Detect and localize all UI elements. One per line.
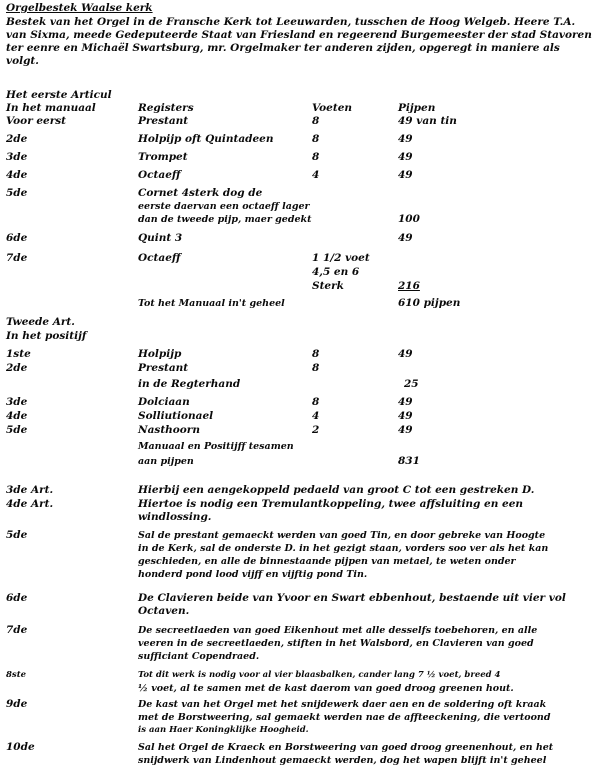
register-pijpen: 100 — [398, 213, 420, 225]
article-number: 8ste — [6, 670, 27, 680]
register-voeten: 8 — [312, 133, 320, 145]
register-name: Solliutionael — [138, 410, 214, 422]
article-text: veeren in de secreetlaeden, stiften in het Walsbord, en Clavieren van goed — [138, 638, 534, 649]
register-pijpen: 49 — [398, 151, 413, 163]
register-voeten: 8 — [312, 115, 320, 127]
register-voeten: Sterk — [312, 280, 344, 292]
register-name: Nasthoorn — [138, 424, 200, 436]
article-text: geschieden, en alle de binnestaande pijpen van metael, te weten onder — [138, 556, 516, 567]
col-header-pijpen: Pijpen — [398, 102, 436, 114]
register-voeten: 8 — [312, 362, 320, 374]
article-text: Octaven. — [138, 605, 190, 617]
art2-total-value: 831 — [398, 455, 420, 467]
col-header-registers: Registers — [138, 102, 194, 114]
article-number: 9de — [6, 698, 28, 710]
row-number: 1ste — [6, 348, 31, 360]
article-text: Hiertoe is nodig een Tremulantkoppeling, twee affsluiting en een — [138, 498, 524, 510]
register-name: Holpijp oft Quintadeen — [138, 133, 274, 145]
row-number: 6de — [6, 232, 28, 244]
register-voeten: 1 1/2 voet — [312, 252, 370, 264]
article-text: De secreetlaeden van goed Eikenhout met alle desselfs toebehoren, en alle — [138, 625, 538, 636]
art1-total-value: 610 pijpen — [398, 297, 461, 309]
register-voeten: 4,5 en 6 — [312, 266, 360, 278]
row-number: 2de — [6, 362, 28, 374]
register-name: Prestant — [138, 115, 189, 127]
register-pijpen: 49 — [398, 232, 413, 244]
register-name: Cornet 4sterk dog de — [138, 187, 263, 199]
intro-line: van Sixma, meede Gedeputeerde Staat van Friesland en regeerend Burgemeester der stad Stavoren — [6, 29, 592, 41]
row-number: 3de — [6, 151, 28, 163]
article-text: is aan Haer Koningklijke Hoogheid. — [138, 725, 309, 735]
register-pijpen: 49 — [398, 396, 413, 408]
article-text: snijdwerk van Lindenhout gemaeckt werden, dog het wapen blijft in't geheel — [138, 755, 547, 766]
register-note: dan de tweede pijp, maer gedekt — [138, 214, 312, 225]
register-voeten: 8 — [312, 348, 320, 360]
register-name: Holpijp — [138, 348, 182, 360]
article-number: 3de Art. — [6, 484, 54, 496]
art2-heading: Tweede Art. — [6, 316, 75, 328]
art2-total-label: Manuaal en Positijff tesamen — [138, 441, 294, 452]
art2-subheading: In het positijf — [6, 330, 87, 342]
article-number: 4de Art. — [6, 498, 54, 510]
register-pijpen: 49 — [398, 410, 413, 422]
register-name: Octaeff — [138, 169, 181, 181]
article-number: 7de — [6, 624, 28, 636]
row-number: 3de — [6, 396, 28, 408]
article-text: Sal de prestant gemaeckt werden van goed Tin, en door gebreke van Hoogte — [138, 530, 546, 541]
art2-total-label: aan pijpen — [138, 456, 194, 467]
row-number: 2de — [6, 133, 28, 145]
register-pijpen: 49 van tin — [398, 115, 457, 127]
register-name: Prestant — [138, 362, 189, 374]
article-text: Hierbij een aengekoppeld pedaeld van groot C tot een gestreken D. — [138, 484, 535, 496]
register-name: Dolciaan — [138, 396, 190, 408]
register-pijpen: 216 — [398, 280, 420, 292]
row-number: Voor eerst — [6, 115, 67, 127]
article-text: De Clavieren beide van Yvoor en Swart ebbenhout, bestaende uit vier vol — [138, 592, 566, 604]
article-number: 6de — [6, 592, 28, 604]
row-number: 4de — [6, 410, 28, 422]
article-text: De kast van het Orgel met het snijdewerk daer aen en de soldering oft kraak — [138, 699, 547, 710]
row-number: 5de — [6, 187, 28, 199]
register-name: Quint 3 — [138, 232, 183, 244]
row-number: 7de — [6, 252, 28, 264]
intro-line: volgt. — [6, 55, 39, 67]
row-number: 5de — [6, 424, 28, 436]
register-voeten: 8 — [312, 396, 320, 408]
col-header-voeten: Voeten — [312, 102, 353, 114]
intro-line: Bestek van het Orgel in de Fransche Kerk tot Leeuwarden, tusschen de Hoog Welgeb. Heere T.A. — [6, 16, 576, 28]
art1-subheading: In het manuaal — [6, 102, 96, 114]
register-pijpen: 49 — [398, 133, 413, 145]
intro-line: ter eenre en Michaël Swartsburg, mr. Orgelmaker ter anderen zijden, opgeregt in maniere als — [6, 42, 560, 54]
article-number: 5de — [6, 529, 28, 541]
document-title: Orgelbestek Waalse kerk — [6, 2, 153, 14]
register-voeten: 2 — [312, 424, 320, 436]
article-text: met de Borstweering, sal gemaekt werden nae de affteeckening, die vertoond — [138, 712, 551, 723]
article-number: 10de — [6, 741, 35, 753]
art1-heading: Het eerste Articul — [6, 89, 112, 101]
article-text: ½ voet, al te samen met de kast daerom van goed droog greenen hout. — [138, 683, 514, 694]
register-name: Octaeff — [138, 252, 181, 264]
register-name: in de Regterhand — [138, 378, 241, 390]
register-name: Trompet — [138, 151, 188, 163]
article-text: honderd pond lood vijff en vijftig pond Tin. — [138, 569, 368, 580]
register-pijpen: 49 — [398, 424, 413, 436]
row-number: 4de — [6, 169, 28, 181]
article-text: Sal het Orgel de Kraeck en Borstweering van goed droog greenenhout, en het — [138, 742, 554, 753]
register-pijpen: 25 — [404, 378, 419, 390]
register-voeten: 4 — [312, 169, 320, 181]
register-voeten: 8 — [312, 151, 320, 163]
article-text: windlossing. — [138, 511, 212, 523]
register-pijpen: 49 — [398, 348, 413, 360]
article-text: in de Kerk, sal de onderste D. in het gezigt staan, vorders soo ver als het kan — [138, 543, 549, 554]
article-text: sufficiant Copendraed. — [138, 651, 260, 662]
art1-total-label: Tot het Manuaal in't geheel — [138, 298, 285, 309]
register-pijpen: 49 — [398, 169, 413, 181]
register-voeten: 4 — [312, 410, 320, 422]
article-text: Tot dit werk is nodig voor al vier blaasbalken, cander lang 7 ½ voet, breed 4 — [138, 670, 501, 680]
register-note: eerste daervan een octaeff lager — [138, 201, 310, 212]
